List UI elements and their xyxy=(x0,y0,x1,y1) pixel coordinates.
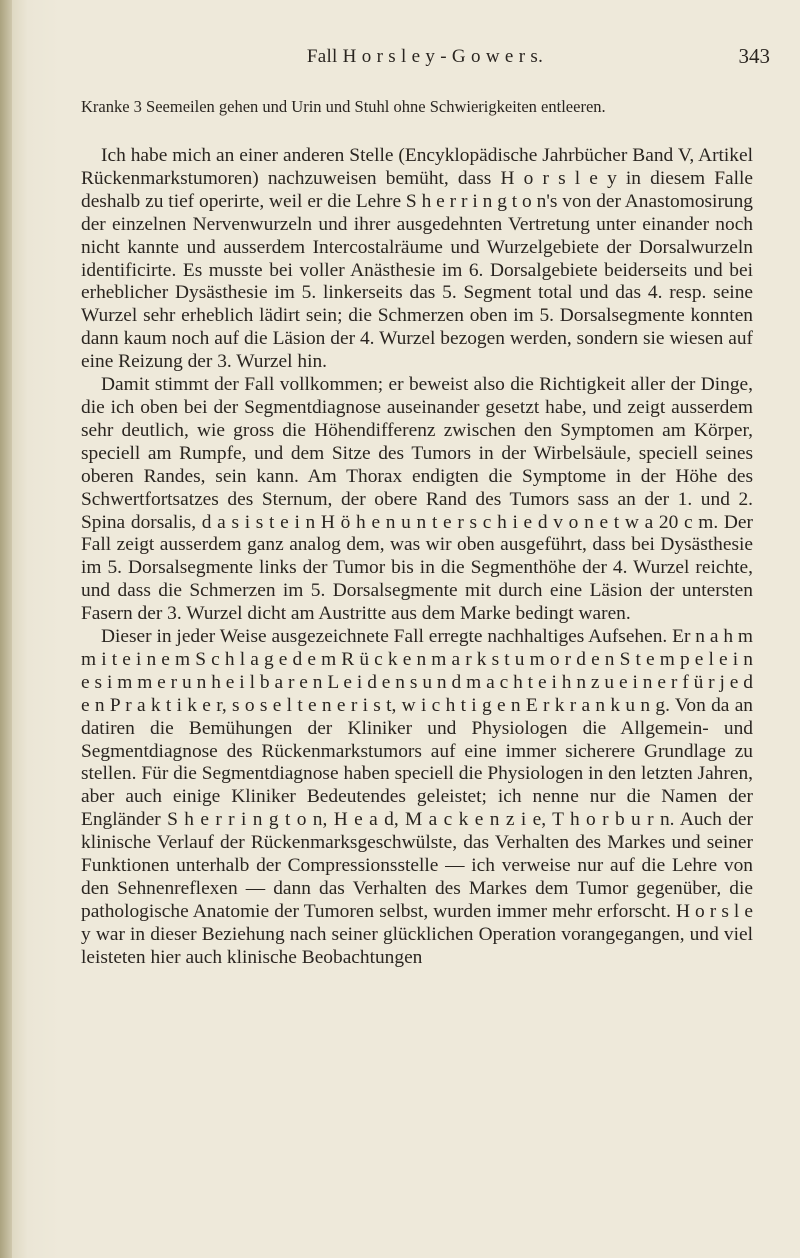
book-gutter xyxy=(0,0,12,1258)
running-head: Fall H o r s l e y - G o w e r s. xyxy=(306,46,544,67)
page-header xyxy=(80,44,770,74)
intro-text: Kranke 3 Seemeilen gehen und Urin und Stuhl ohne Schwierigkeiten entleeren. xyxy=(81,97,606,116)
body-text xyxy=(81,145,753,970)
paragraph: Dieser in jeder Weise ausgezeichnete Fall erregte nachhaltiges Aufsehen. Er n a h m m i t e i n e m S c h l a g e d e m R ü c k e n m a r k s t u m o r d e n S t e m p e l e i n e s i m m e r u n h e i l b a r e n L e i d e n s u n d m a c h t e i h n z u e i n e r f ü r j e d e n P r a k t i k e r, s o s e l t e n e r i s t, w i c h t i g e n E r k r a n k u n g. Von da an datiren die Bemühungen der Kliniker und Physiologen die Allgemein- und Segmentdiagnose des Rückenmarkstumors auf eine immer sicherere Grundlage zu stellen. Für die Segmentdiagnose haben speciell die Physiologen in den letzten Jahren, aber auch einige Kliniker Bedeutendes geleistet; ich nenne nur die Namen der Engländer S h e r r i n g t o n, H e a d, M a c k e n z i e, T h o r b u r n. Auch der klinische Verlauf der Rückenmarksgeschwülste, das Verhalten des Markes und seiner Funktionen unterhalb der Compressionsstelle — ich verweise nur auf die Lehre von den Sehnenreflexen — dann das Verhalten des Markes dem Tumor gegenüber, die pathologische Anatomie der Tumoren selbst, wurden immer mehr erforscht. H o r s l e y war in dieser Beziehung nach seiner glücklichen Operation vorangegangen, und viel leisteten hier auch klinische Beobachtungen xyxy=(81,626,753,968)
page-number: 343 xyxy=(738,44,770,68)
paragraph: Ich habe mich an einer anderen Stelle (Encyklopädische Jahrbücher Band V, Artikel Rückenmarkstumoren) nachzuweisen bemüht, dass H o r s l e y in diesem Falle deshalb zu tief operirte, weil er die Lehre S h e r r i n g t o n's von der Anastomosirung der einzelnen Nervenwurzeln und ihrer ausgedehnten Vertretung unter einander noch nicht kannte und ausserdem Intercostalräume und Wurzelgebiete der Dorsalwurzeln identificirte. Es musste bei voller Anästhesie im 6. Dorsalgebiete beiderseits und bei erheblicher Dysästhesie im 5. linkerseits das 5. Segment total und das 4. resp. seine Wurzel sehr erheblich lädirt sein; die Schmerzen oben im 5. Dorsalsegmente konnten dann kaum noch auf die Läsion der 4. Wurzel bezogen werden, sondern sie wiesen auf eine Reizung der 3. Wurzel hin. xyxy=(81,145,753,373)
paragraph: Damit stimmt der Fall vollkommen; er beweist also die Richtigkeit aller der Dinge, die ich oben bei der Segmentdiagnose auseinander gesetzt habe, und zeigt ausserdem sehr deutlich, wie gross die Höhendifferenz zwischen den Symptomen am Körper, speciell am Rumpfe, und dem Sitze des Tumors in der Wirbelsäule, speciell seines oberen Randes, sein kann. Am Thorax endigten die Symptome in der Höhe des Schwertfortsatzes des Sternum, der obere Rand des Tumors sass an der 1. und 2. Spina dorsalis, d a s i s t e i n H ö h e n u n t e r s c h i e d v o n e t w a 20 c m. Der Fall zeigt ausserdem ganz analog dem, was wir oben ausgeführt, dass bei Dysästhesie im 5. Dorsalsegmente links der Tumor bis in die Segmenthöhe der 4. Wurzel reichte, und dass die Schmerzen im 5. Dorsalsegmente mit durch eine Läsion der untersten Fasern der 3. Wurzel dicht am Austritte aus dem Marke bedingt waren. xyxy=(81,374,753,625)
